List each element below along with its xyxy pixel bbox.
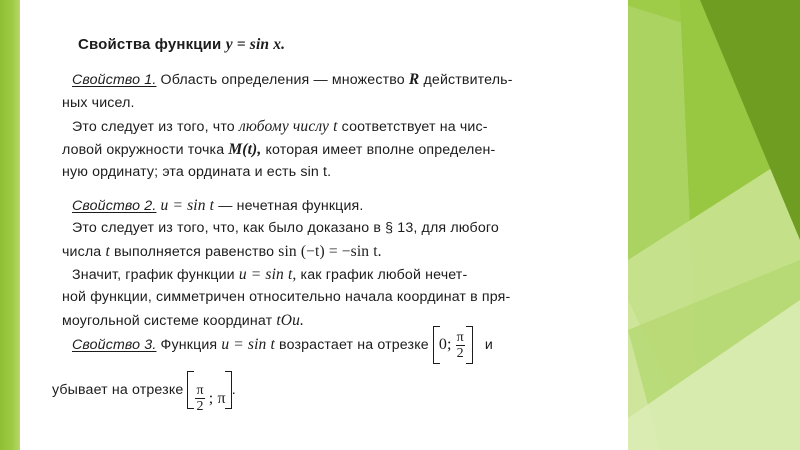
property-2-line-2: Это следует из того, что, как было доказано в § 13, для любого bbox=[72, 220, 499, 236]
property-1-line-3: Это следует из того, что любому числу t соответствует на чис- bbox=[72, 118, 488, 135]
property-2-line-4: Значит, график функции u = sin t, как график любой нечет- bbox=[72, 266, 468, 283]
property-1-line-2: ных чисел. bbox=[62, 95, 135, 111]
page-title: Свойства функции y = sin x. bbox=[78, 36, 286, 53]
property-2-label: Свойство 2. bbox=[72, 198, 157, 214]
property-1-line-5: ную ординату; эта ордината и есть sin t. bbox=[62, 164, 332, 180]
property-1-line-1: Свойство 1. Область определения — множество R действитель- bbox=[72, 71, 513, 88]
property-1-label: Свойство 1. bbox=[72, 72, 157, 88]
segment-pi-half-pi: $\frac{\pi}{2}$ ; π bbox=[187, 371, 231, 409]
property-2-line-3: числа t выполняется равенство sin (−t) = −sin t. bbox=[62, 243, 382, 260]
property-2-line-1: Свойство 2. u = sin t — нечетная функция. bbox=[72, 197, 364, 214]
property-2-line-6: моугольной системе координат tOu. bbox=[62, 312, 305, 329]
property-3-line-2: убывает на отрезке $\frac{\pi}{2}$ ; π . bbox=[52, 370, 236, 410]
property-1-line-4: ловой окружности точка M(t), которая имеет вполне определен- bbox=[62, 141, 496, 158]
property-3-line-1: Свойство 3. Функция u = sin t возрастает на отрезке 0; $\frac{\pi}{2}$ и bbox=[72, 325, 493, 365]
fraction-pi-over-2: $\frac{\pi}{2}$ bbox=[196, 383, 204, 415]
segment-0-pi-half: 0; $\frac{\pi}{2}$ bbox=[433, 326, 473, 364]
fraction-pi-over-2: $\frac{\pi}{2}$ bbox=[456, 329, 464, 361]
property-3-label: Свойство 3. bbox=[72, 337, 157, 353]
property-2-line-5: ной функции, симметричен относительно начала координат в пря- bbox=[62, 289, 511, 305]
